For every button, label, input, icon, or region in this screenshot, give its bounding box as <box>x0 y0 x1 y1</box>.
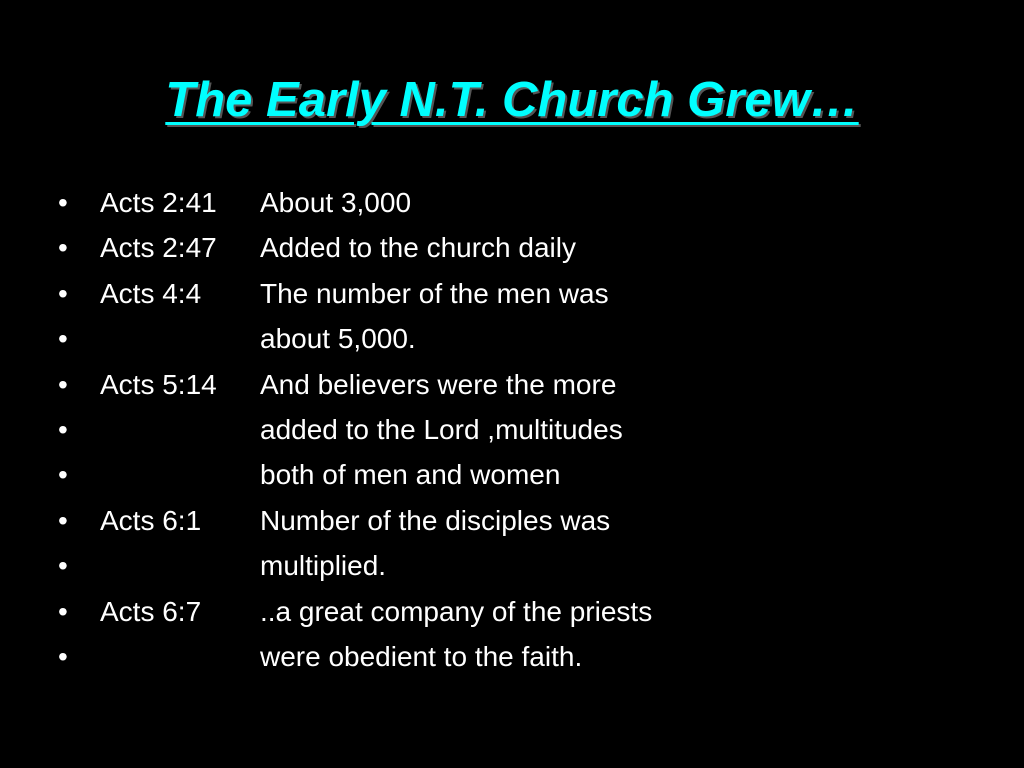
verse-reference: Acts 4:4 <box>100 277 202 309</box>
verse-text: both of men and women <box>260 459 561 491</box>
verse-text: The number of the men was <box>260 277 609 309</box>
slide-title: The Early N.T. Church Grew… <box>165 73 859 127</box>
bullet-icon: • <box>58 550 68 582</box>
verse-text: ..a great company of the priests <box>260 595 653 627</box>
list-item <box>58 498 998 543</box>
list-item <box>58 225 998 270</box>
verse-text: About 3,000 <box>260 187 412 218</box>
list-item <box>58 180 998 225</box>
bullet-list <box>58 180 998 679</box>
verse-reference: Acts 5:14 <box>100 368 217 400</box>
verse-reference: Acts 6:7 <box>100 595 202 627</box>
verse-text: multiplied. <box>260 550 387 582</box>
verse-text: And believers were the more <box>260 368 617 400</box>
list-item <box>58 452 998 497</box>
verse-reference: Acts 2:41 <box>100 187 217 218</box>
list-item <box>58 543 998 588</box>
verse-reference: Acts 2:47 <box>100 232 217 264</box>
bullet-icon: • <box>58 640 68 672</box>
bullet-icon: • <box>58 413 68 445</box>
bullet-icon: • <box>58 459 68 491</box>
verse-reference: Acts 6:1 <box>100 504 202 536</box>
bullet-icon: • <box>58 504 68 536</box>
bullet-icon: • <box>58 187 68 218</box>
verse-text: about 5,000. <box>260 323 416 355</box>
verse-text: Number of the disciples was <box>260 504 611 536</box>
verse-text: Added to the church daily <box>260 232 576 264</box>
verse-text: added to the Lord ,multitudes <box>260 413 623 445</box>
list-item <box>58 362 998 407</box>
bullet-icon: • <box>58 595 68 627</box>
list-item <box>58 271 998 316</box>
list-item <box>58 316 998 361</box>
bullet-icon: • <box>58 368 68 400</box>
verse-text: were obedient to the faith. <box>260 640 583 672</box>
list-item <box>58 407 998 452</box>
bullet-icon: • <box>58 232 68 264</box>
bullet-icon: • <box>58 323 68 355</box>
list-item <box>58 634 998 679</box>
bullet-icon: • <box>58 277 68 309</box>
list-item <box>58 589 998 634</box>
